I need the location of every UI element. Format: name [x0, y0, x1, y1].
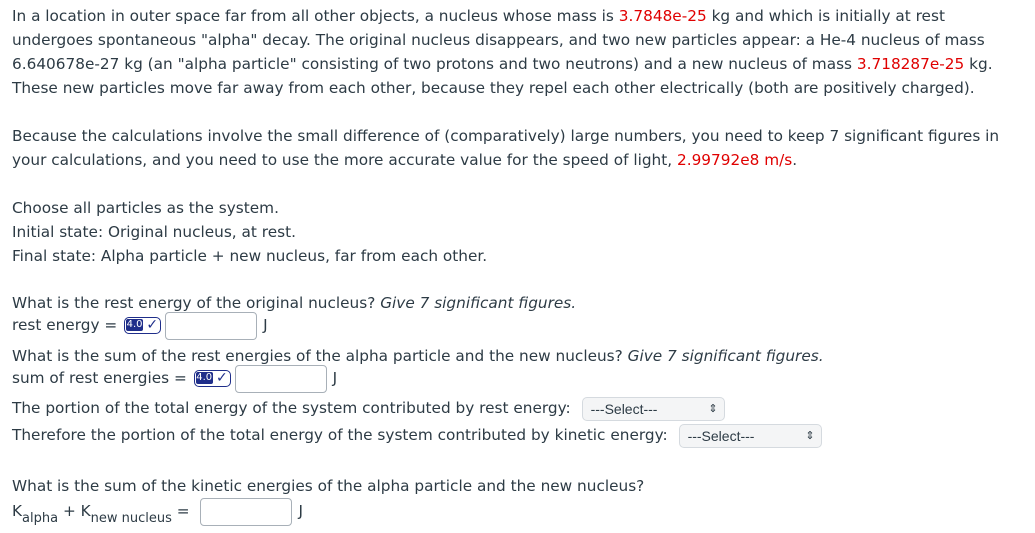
k-symbol: K — [12, 502, 23, 520]
equals-sign: = — [171, 502, 190, 520]
text: In a location in outer space far from all other objects, a nucleus whose mass is — [12, 7, 619, 25]
kinetic-energy-portion-row — [12, 423, 822, 448]
updown-arrow-icon: ⇕ — [805, 429, 815, 442]
original-mass-value: 3.7848e-25 — [618, 7, 707, 25]
alpha-subscript: alpha — [22, 511, 59, 526]
version-badge[interactable] — [124, 317, 161, 334]
unit-label: J — [298, 502, 303, 520]
version-number: 4.0 — [196, 372, 213, 383]
sig-fig-hint: Give 7 significant figures. — [380, 294, 577, 312]
speed-of-light-value: 2.99792e8 m/s — [676, 151, 793, 169]
check-icon: ✓ — [215, 370, 228, 386]
text: kg and which is initially at rest — [706, 7, 945, 25]
plus-sign: + — [58, 502, 81, 520]
answer-row-rest-energy — [12, 311, 268, 340]
text: your calculations, and you need to use the more accurate value for the speed of light, — [12, 151, 677, 169]
rest-energy-portion-select[interactable] — [582, 397, 725, 421]
unit-label: J — [263, 316, 268, 334]
rest-energy-input[interactable] — [165, 312, 257, 340]
new-nucleus-mass-value: 3.718287e-25 — [856, 55, 965, 73]
check-icon: ✓ — [146, 317, 159, 333]
k-symbol: K — [80, 502, 91, 520]
rest-energy-portion-row — [12, 396, 725, 421]
system-choice: Choose all particles as the system. — [12, 199, 279, 217]
text: What is the rest energy of the original nucleus? — [12, 294, 381, 312]
rest-energy-label: rest energy = — [12, 316, 118, 334]
precision-note-line-1: Because the calculations involve the small difference of (comparatively) large numbers, you need to keep 7 significant figures in — [12, 127, 1000, 145]
updown-arrow-icon: ⇕ — [708, 402, 718, 415]
sum-rest-energies-label: sum of rest energies = — [12, 369, 187, 387]
sig-fig-hint: Give 7 significant figures. — [627, 347, 824, 365]
version-number: 4.0 — [126, 319, 143, 330]
unit-label: J — [332, 369, 338, 387]
problem-text-line-3 — [12, 52, 993, 76]
text: What is the sum of the rest energies of the alpha particle and the new nucleus? — [12, 347, 628, 365]
version-badge[interactable] — [194, 370, 231, 387]
final-state: Final state: Alpha particle + new nucleus, far from each other. — [12, 247, 488, 265]
kinetic-energy-portion-select[interactable] — [679, 424, 822, 448]
kinetic-energy-portion-label: Therefore the portion of the total energy of the system contributed by kinetic energy: — [12, 426, 668, 444]
initial-state: Initial state: Original nucleus, at rest. — [12, 223, 296, 241]
precision-note-line-2 — [12, 148, 797, 172]
rest-energy-portion-label: The portion of the total energy of the system contributed by rest energy: — [12, 399, 571, 417]
answer-row-kinetic-sum — [12, 497, 303, 533]
text: 6.640678e-27 kg (an "alpha particle" consisting of two protons and two neutrons) and a new nucleus of mass — [12, 55, 857, 73]
select-value: ---Select--- — [590, 400, 658, 417]
problem-text-line-2: undergoes spontaneous "alpha" decay. The original nucleus disappears, and two new particles appear: a He-4 nucleus of mass — [12, 31, 985, 49]
text: . — [792, 151, 798, 169]
problem-text-line-1 — [12, 4, 945, 28]
new-nucleus-subscript: new nucleus — [90, 511, 172, 526]
sum-rest-energies-input[interactable] — [235, 365, 327, 393]
select-value: ---Select--- — [687, 427, 755, 444]
question-kinetic-sum: What is the sum of the kinetic energies of the alpha particle and the new nucleus? — [12, 477, 645, 495]
answer-row-sum-rest-energies — [12, 364, 337, 393]
problem-text-line-4: These new particles move far away from each other, because they repel each other electrically (both are positively charged). — [12, 79, 975, 97]
kinetic-sum-input[interactable] — [200, 498, 292, 526]
text: kg. — [964, 55, 993, 73]
